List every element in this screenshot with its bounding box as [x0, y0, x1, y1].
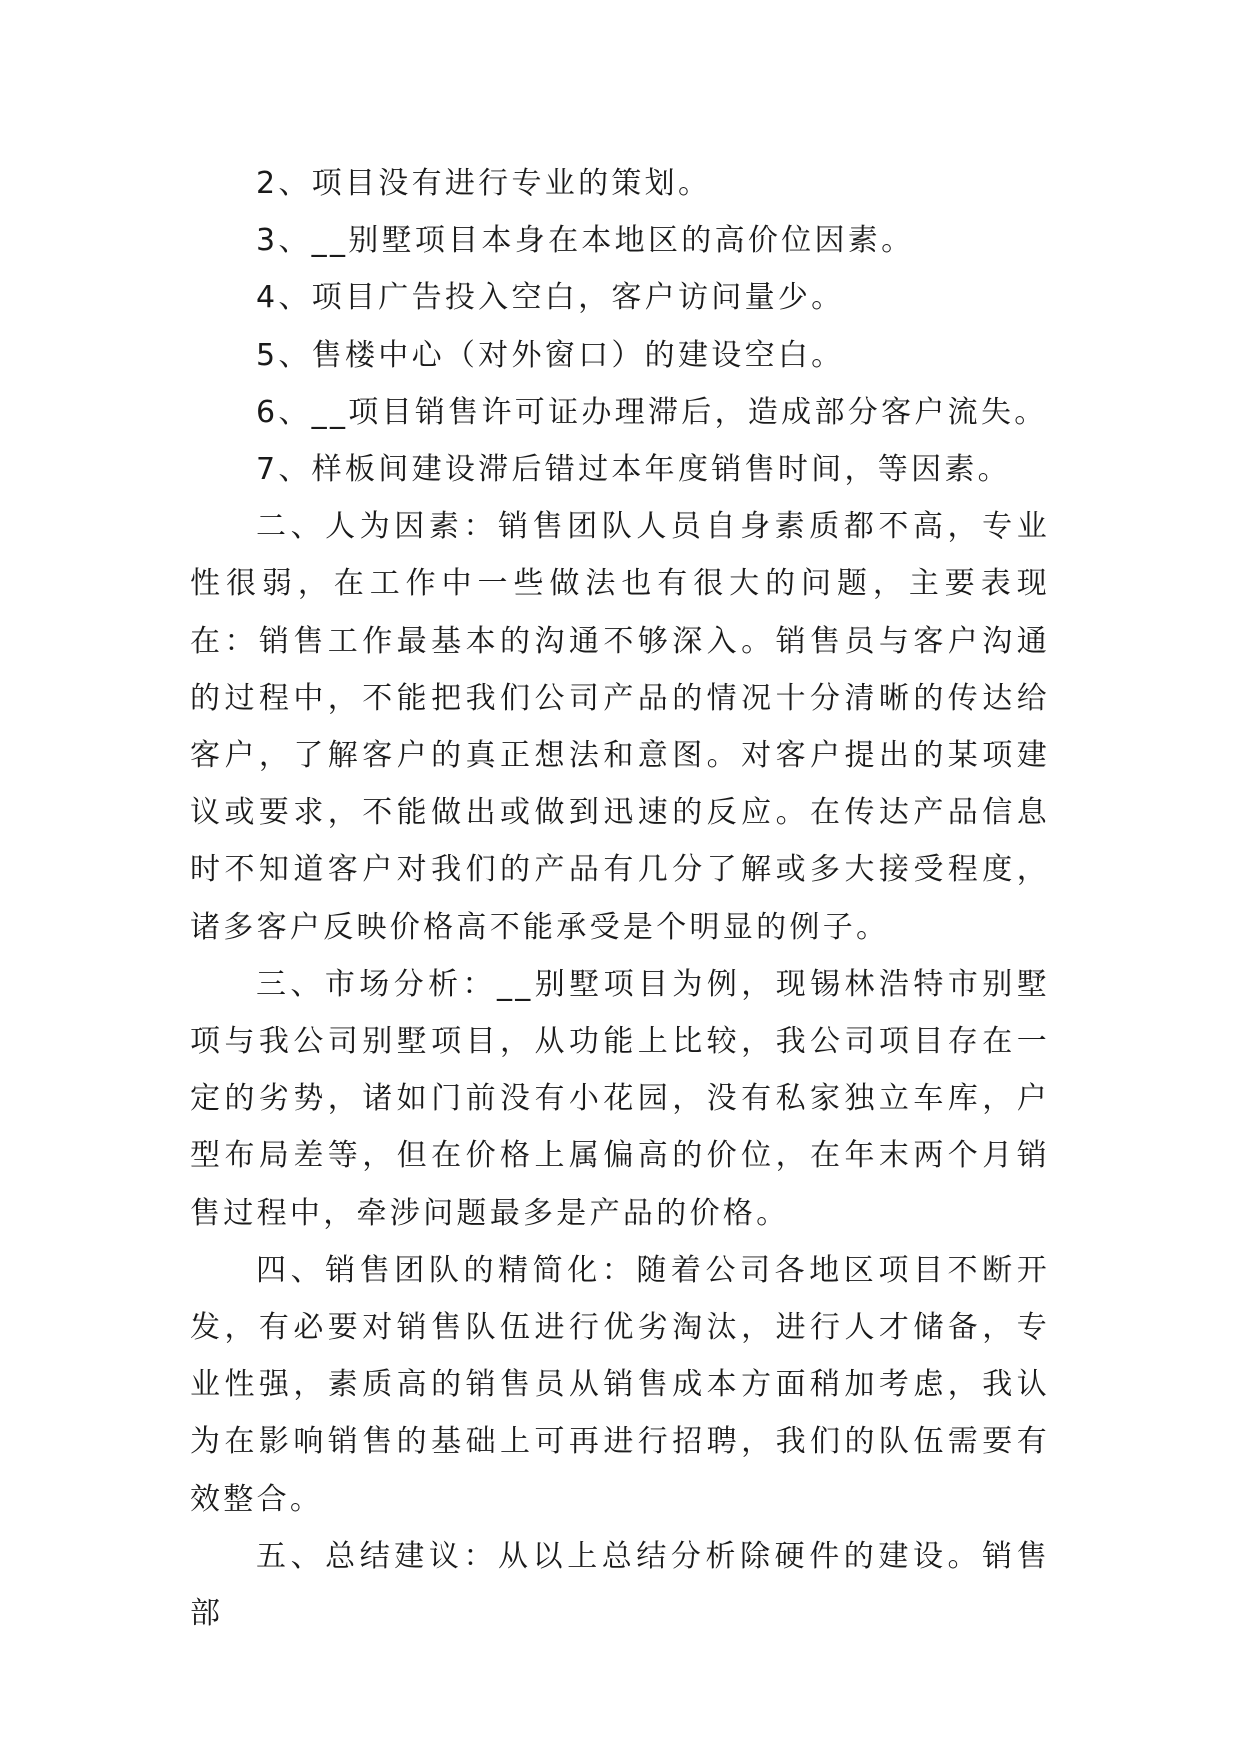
paragraph-market-analysis: 三、市场分析：__别墅项目为例，现锡林浩特市别墅项与我公司别墅项目，从功能上比较，我公司项目存在一定的劣势，诸如门前没有小花园，没有私家独立车库，户型布局差等，但在价格上属偏高的价位，在年末两个月销售过程中，牵涉问题最多是产品的价格。 [190, 966, 1050, 1231]
paragraph-item-4: 4、项目广告投入空白，客户访问量少。 [256, 280, 845, 316]
paragraph-item-2: 2、项目没有进行专业的策划。 [256, 166, 712, 201]
paragraph-item-3: 3、__别墅项目本身在本地区的高价位因素。 [256, 223, 915, 259]
document-body [190, 155, 1050, 1642]
paragraph-item-7: 7、样板间建设滞后错过本年度销售时间，等因素。 [256, 452, 1011, 488]
paragraph-team-streamlining: 四、销售团队的精简化：随着公司各地区项目不断开发，有必要对销售队伍进行优劣淘汰，进行人才储备，专业性强，素质高的销售员从销售成本方面稍加考虑，我认为在影响销售的基础上可再进行招聘，我们的队伍需要有效整合。 [190, 1252, 1050, 1517]
paragraph-item-6: 6、__项目销售许可证办理滞后，造成部分客户流失。 [256, 394, 1048, 430]
paragraph-summary-suggestions: 五、总结建议：从以上总结分析除硬件的建设。销售部 [190, 1538, 1050, 1632]
paragraph-item-5: 5、售楼中心（对外窗口）的建设空白。 [256, 337, 845, 373]
paragraph-human-factors: 二、人为因素：销售团队人员自身素质都不高，专业性很弱，在工作中一些做法也有很大的问题，主要表现在：销售工作最基本的沟通不够深入。销售员与客户沟通的过程中，不能把我们公司产品的情况十分清晰的传达给客户，了解客户的真正想法和意图。对客户提出的某项建议或要求，不能做出或做到迅速的反应。在传达产品信息时不知道客户对我们的产品有几分了解或多大接受程度，诸多客户反映价格高不能承受是个明显的例子。 [190, 509, 1050, 945]
